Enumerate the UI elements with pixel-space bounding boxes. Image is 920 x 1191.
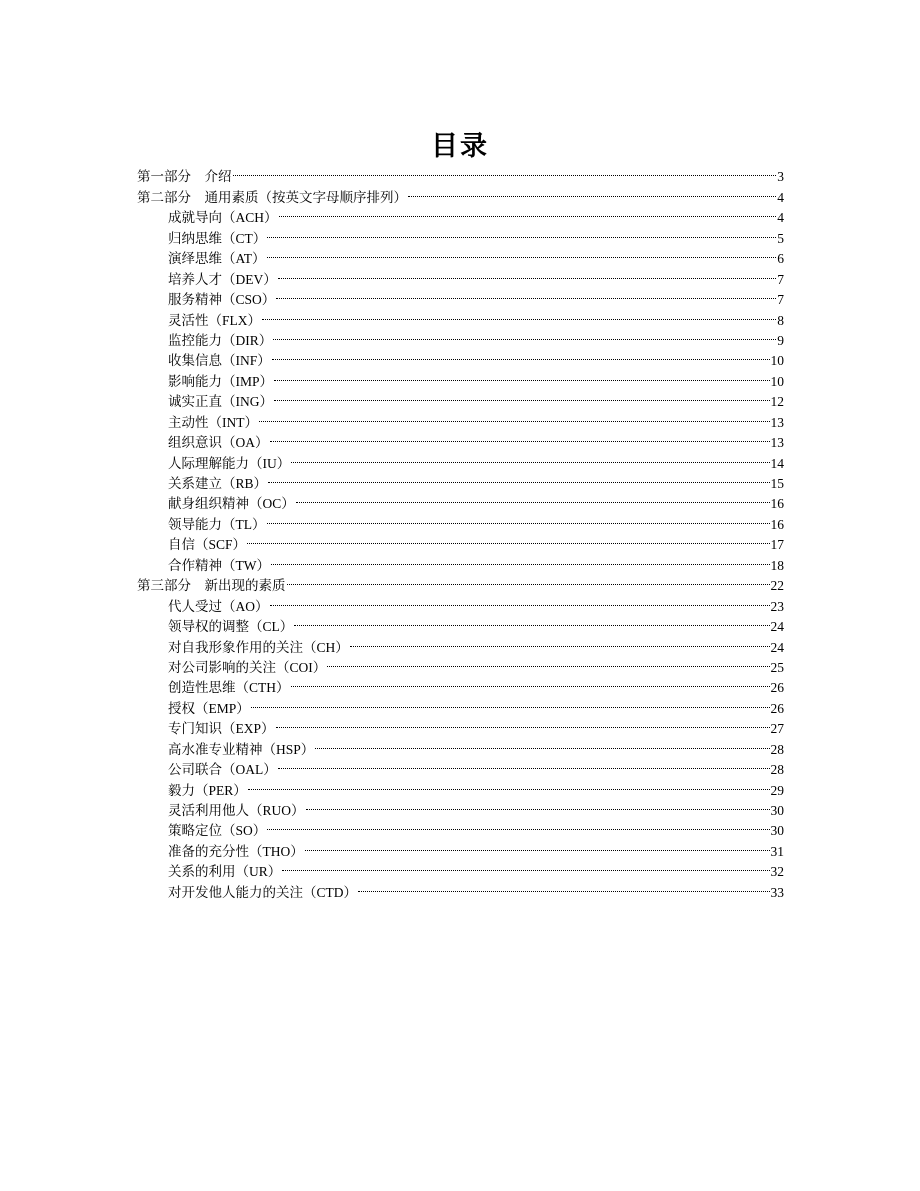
toc-entry-page-number: 29 — [770, 782, 784, 798]
toc-entry-page-number: 15 — [770, 476, 784, 491]
toc-entry-label: 领导权的调整（CL） — [168, 619, 294, 635]
toc-entry-page-number: 7 — [777, 271, 784, 287]
toc-dot-leader — [287, 570, 770, 590]
toc-entry-page-number: 9 — [777, 332, 784, 348]
toc-entry-label: 对公司影响的关注（COI） — [168, 659, 327, 675]
toc-dot-leader — [259, 406, 770, 426]
toc-entry-label: 收集信息（INF） — [168, 353, 271, 369]
toc-entry-label: 组织意识（OA） — [168, 435, 269, 451]
toc-entry-page-number: 24 — [770, 639, 784, 655]
toc-dot-leader — [305, 835, 770, 855]
toc-dot-leader — [272, 345, 770, 365]
toc-entry-label: 第一部分 介绍 — [137, 169, 232, 185]
toc-dot-leader — [279, 202, 777, 222]
toc-entry-page-number: 8 — [777, 312, 784, 328]
toc-entry-label: 授权（EMP） — [168, 700, 250, 716]
toc-dot-leader — [358, 876, 770, 896]
toc-entry-page-number: 13 — [770, 435, 784, 451]
toc-entry-page-number: 18 — [770, 557, 784, 573]
toc-entry-page-number: 6 — [777, 251, 784, 267]
toc-entry-label: 高水准专业精神（HSP） — [168, 741, 315, 757]
toc-entry-label: 领导能力（TL） — [168, 516, 266, 532]
toc-entry-page-number: 27 — [770, 721, 784, 737]
toc-dot-leader — [247, 529, 769, 549]
toc-dot-leader — [268, 468, 769, 488]
toc-entry-page-number: 10 — [770, 353, 784, 369]
toc-entry-label: 影响能力（IMP） — [168, 373, 274, 389]
toc-entry-label: 培养人才（DEV） — [168, 271, 277, 287]
toc-entry-label: 公司联合（OAL） — [168, 762, 277, 778]
toc-entry-label: 诚实正直（ING） — [168, 394, 273, 410]
toc-entry-label: 人际理解能力（IU） — [168, 455, 291, 471]
toc-dot-leader — [248, 774, 770, 794]
toc-entry-label: 灵活利用他人（RUO） — [168, 803, 305, 818]
toc-entry-label: 代人受过（AO） — [168, 598, 269, 614]
table-of-contents — [137, 161, 784, 900]
toc-dot-leader — [306, 795, 770, 815]
toc-section-entry[interactable] — [137, 161, 784, 185]
toc-entry-label: 策略定位（SO） — [168, 823, 267, 839]
toc-entry-label: 主动性（INT） — [168, 414, 258, 430]
toc-entry-page-number: 17 — [770, 537, 784, 553]
toc-entry-label: 关系的利用（UR） — [168, 864, 282, 880]
toc-entry-page-number: 4 — [777, 210, 784, 226]
toc-entry-page-number: 10 — [770, 373, 784, 389]
toc-entry-label: 成就导向（ACH） — [168, 210, 278, 226]
toc-entry-page-number: 32 — [770, 864, 784, 880]
toc-dot-leader — [296, 488, 770, 508]
toc-entry-page-number: 28 — [770, 741, 784, 757]
toc-dot-leader — [270, 427, 770, 447]
toc-entry-label: 创造性思维（CTH） — [168, 680, 290, 696]
toc-dot-leader — [278, 263, 777, 283]
toc-entry-label: 第三部分 新出现的素质 — [137, 578, 286, 594]
toc-entry-page-number: 30 — [770, 803, 784, 818]
toc-dot-leader — [350, 631, 770, 651]
toc-entry-label: 关系建立（RB） — [168, 476, 268, 491]
toc-dot-leader — [291, 672, 770, 692]
toc-dot-leader — [278, 754, 770, 774]
toc-entry-label: 准备的充分性（THO） — [168, 843, 304, 859]
toc-section-entry[interactable] — [137, 181, 784, 205]
toc-dot-leader — [291, 447, 769, 467]
toc-entry-page-number: 12 — [770, 394, 784, 410]
toc-entry-label: 归纳思维（CT） — [168, 230, 267, 246]
toc-entry-page-number: 30 — [770, 823, 784, 839]
toc-dot-leader — [408, 181, 776, 201]
toc-entry-page-number: 33 — [770, 884, 784, 900]
toc-dot-leader — [276, 713, 770, 733]
toc-dot-leader — [327, 652, 769, 672]
toc-dot-leader — [276, 284, 776, 304]
toc-dot-leader — [273, 325, 776, 345]
toc-entry-label: 服务精神（CSO） — [168, 292, 276, 308]
toc-entry-label: 监控能力（DIR） — [168, 332, 273, 348]
toc-dot-leader — [274, 386, 770, 406]
toc-dot-leader — [267, 243, 777, 263]
toc-dot-leader — [315, 733, 769, 753]
toc-dot-leader — [267, 815, 769, 835]
toc-entry-page-number: 31 — [770, 843, 784, 859]
toc-entry-page-number: 7 — [777, 292, 784, 308]
toc-entry-label: 自信（SCF） — [168, 537, 247, 553]
toc-entry-page-number: 13 — [770, 414, 784, 430]
toc-entry-page-number: 5 — [777, 230, 784, 246]
toc-entry-label: 合作精神（TW） — [168, 557, 270, 573]
toc-entry-page-number: 26 — [770, 680, 784, 696]
toc-entry-label: 毅力（PER） — [168, 782, 247, 798]
toc-dot-leader — [267, 508, 770, 528]
toc-entry-page-number: 14 — [770, 455, 784, 471]
toc-entry-label: 专门知识（EXP） — [168, 721, 275, 737]
toc-dot-leader — [233, 161, 777, 181]
toc-entry-page-number: 24 — [770, 619, 784, 635]
toc-entry-label: 对自我形象作用的关注（CH） — [168, 639, 349, 655]
toc-entry-page-number: 22 — [770, 578, 784, 594]
toc-dot-leader — [262, 304, 776, 324]
toc-entry-label: 灵活性（FLX） — [168, 312, 262, 328]
toc-entry-page-number: 23 — [770, 598, 784, 614]
toc-entry-page-number: 16 — [770, 496, 784, 512]
toc-entry-page-number: 3 — [777, 169, 784, 185]
toc-entry-label: 演绎思维（AT） — [168, 251, 266, 267]
page-title: 目录 — [431, 131, 489, 162]
toc-dot-leader — [267, 222, 776, 242]
toc-dot-leader — [294, 611, 769, 631]
toc-entry-label: 献身组织精神（OC） — [168, 496, 295, 512]
toc-entry-page-number: 26 — [770, 700, 784, 716]
toc-dot-leader — [251, 692, 770, 712]
toc-entry-label: 第二部分 通用素质（按英文字母顺序排列） — [137, 189, 407, 205]
toc-dot-leader — [274, 365, 769, 385]
toc-entry-page-number: 25 — [770, 659, 784, 675]
toc-entry-page-number: 28 — [770, 762, 784, 778]
toc-dot-leader — [282, 856, 769, 876]
toc-dot-leader — [270, 590, 770, 610]
toc-entry-page-number: 16 — [770, 516, 784, 532]
toc-entry-label: 对开发他人能力的关注（CTD） — [168, 884, 357, 900]
toc-dot-leader — [271, 549, 770, 569]
toc-entry-page-number: 4 — [777, 189, 784, 205]
